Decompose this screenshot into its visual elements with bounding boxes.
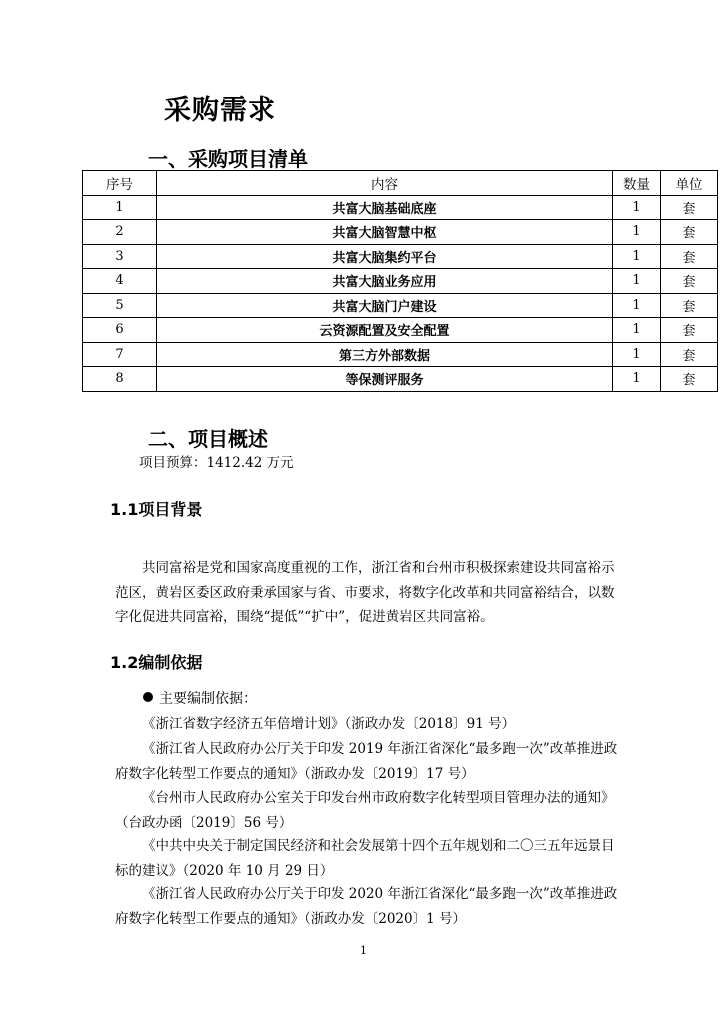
cell-unit: 套 — [661, 367, 718, 392]
cell-no: 8 — [83, 367, 157, 392]
bullet-item — [143, 688, 257, 708]
cell-qty: 1 — [613, 220, 661, 245]
table-row — [83, 269, 718, 294]
col-header-content: 内容 — [157, 171, 613, 196]
table-row — [83, 244, 718, 269]
table-row — [83, 318, 718, 343]
cell-no: 1 — [83, 195, 157, 220]
reference-item: 《台州市人民政府办公室关于印发台州市政府数字化转型项目管理办法的通知》（台政办函〔2019〕56 号） — [115, 790, 615, 831]
cell-no: 7 — [83, 342, 157, 367]
table-row — [83, 367, 718, 392]
page-title: 采购需求 — [164, 95, 276, 126]
table-row — [83, 195, 718, 220]
cell-qty: 1 — [613, 367, 661, 392]
cell-content: 等保测评服务 — [157, 367, 613, 392]
cell-unit: 套 — [661, 269, 718, 294]
cell-qty: 1 — [613, 342, 661, 367]
table-row — [83, 220, 718, 245]
reference-item: 《浙江省人民政府办公厅关于印发 2020 年浙江省深化“最多跑一次”改革推进政府数字化转型工作要点的通知》（浙政办发〔2020〕1 号） — [115, 886, 618, 927]
cell-unit: 套 — [661, 342, 718, 367]
page-number: 1 — [360, 944, 367, 957]
col-header-unit: 单位 — [661, 171, 718, 196]
cell-content: 第三方外部数据 — [157, 342, 613, 367]
cell-qty: 1 — [613, 195, 661, 220]
procurement-table — [82, 170, 718, 392]
cell-content: 云资源配置及安全配置 — [157, 318, 613, 343]
reference-item: 《中共中央关于制定国民经济和社会发展第十四个五年规划和二〇三五年远景目标的建议》（2020 年 10 月 29 日） — [115, 838, 615, 879]
bullet-label: 主要编制依据： — [159, 691, 257, 707]
cell-unit: 套 — [661, 220, 718, 245]
table-row — [83, 342, 718, 367]
cell-unit: 套 — [661, 318, 718, 343]
cell-qty: 1 — [613, 318, 661, 343]
cell-content: 共富大脑业务应用 — [157, 269, 613, 294]
bullet-dot-icon — [143, 692, 153, 702]
section2-heading: 二、项目概述 — [148, 427, 268, 451]
reference-item: 《浙江省人民政府办公厅关于印发 2019 年浙江省深化“最多跑一次”改革推进政府数字化转型工作要点的通知》（浙政办发〔2019〕17 号） — [115, 741, 618, 782]
section1-heading: 一、采购项目清单 — [148, 147, 308, 171]
table-row — [83, 293, 718, 318]
section-1-2-heading: 1.2编制依据 — [110, 653, 203, 672]
cell-qty: 1 — [613, 293, 661, 318]
project-budget: 项目预算：1412.42 万元 — [139, 455, 294, 471]
col-header-no: 序号 — [83, 171, 157, 196]
reference-item: 《浙江省数字经济五年倍增计划》（浙政办发〔2018〕91 号） — [142, 716, 516, 732]
cell-qty: 1 — [613, 244, 661, 269]
cell-no: 6 — [83, 318, 157, 343]
background-paragraph: 共同富裕是党和国家高度重视的工作，浙江省和台州市积极探索建设共同富裕示范区，黄岩区委区政府秉承国家与省、市要求，将数字化改革和共同富裕结合，以数字化促进共同富裕，围绕“提低”“扩中”，促进黄岩区共同富裕。 — [115, 560, 615, 625]
cell-content: 共富大脑门户建设 — [157, 293, 613, 318]
cell-content: 共富大脑基础底座 — [157, 195, 613, 220]
cell-content: 共富大脑智慧中枢 — [157, 220, 613, 245]
cell-unit: 套 — [661, 244, 718, 269]
cell-no: 2 — [83, 220, 157, 245]
cell-no: 3 — [83, 244, 157, 269]
cell-no: 4 — [83, 269, 157, 294]
cell-no: 5 — [83, 293, 157, 318]
section-1-1-heading: 1.1项目背景 — [110, 500, 203, 519]
table-header-row — [83, 171, 718, 196]
cell-unit: 套 — [661, 195, 718, 220]
cell-qty: 1 — [613, 269, 661, 294]
cell-unit: 套 — [661, 293, 718, 318]
cell-content: 共富大脑集约平台 — [157, 244, 613, 269]
col-header-qty: 数量 — [613, 171, 661, 196]
